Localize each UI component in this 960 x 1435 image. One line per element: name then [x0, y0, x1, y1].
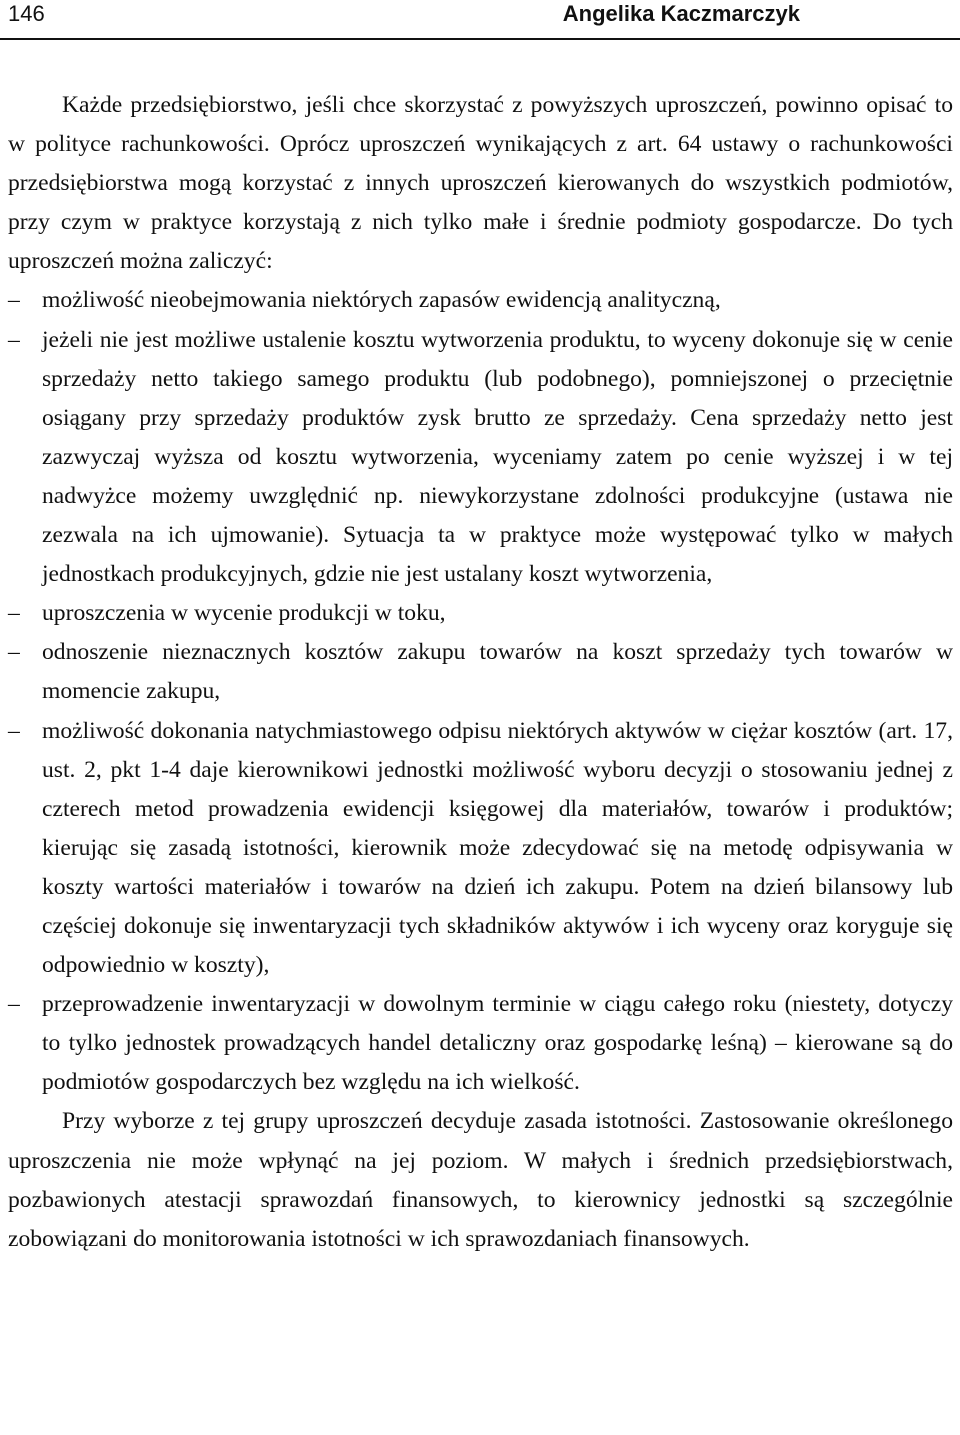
list-item	[8, 985, 953, 1102]
running-head-author: Angelika Kaczmarczyk	[562, 1, 800, 26]
list-item-text: przeprowadzenie inwentaryzacji w dowolnym terminie w ciągu całego roku (niestety, dotyczy to tylko jednostek prowadzących handel detaliczny oraz gospodarkę leśną) – kierowane są do podmiotów gospodarczych bez względu na ich wielkość.	[42, 991, 953, 1096]
list-item-text: odnoszenie nieznacznych kosztów zakupu towarów na koszt sprzedaży tych towarów w momencie zakupu,	[42, 639, 953, 705]
list-item	[8, 281, 953, 320]
list-item	[8, 633, 953, 711]
simplifications-list	[8, 281, 953, 1102]
list-dash: –	[8, 287, 20, 314]
paragraph-materiality: Przy wyborze z tej grupy uproszczeń decyduje zasada istotności. Zastosowanie określonego uproszczenia nie może wpłynąć na jej poziom. W małych i średnich przedsiębiorstwach, pozbawionych atestacji sprawozdań finansowych, to kierownicy jednostki są szczególnie zobowiązani do monitorowania istotności w ich sprawozdaniach finansowych.	[8, 1108, 953, 1252]
list-dash: –	[8, 717, 20, 744]
list-item	[8, 321, 953, 595]
list-dash: –	[8, 326, 20, 353]
list-dash: –	[8, 600, 20, 627]
list-item-text: jeżeli nie jest możliwe ustalenie kosztu wytworzenia produktu, to wyceny dokonuje się w cenie sprzedaży netto takiego samego produktu (lub podobnego), pomniejszonej o przeciętnie osiągany przy sprzedaży produktów zysk brutto ze sprzedaży. Cena sprzedaży netto jest zazwyczaj wyższa od kosztu wytworzenia, wyceniamy zatem po cenie wyższej i w tej nadwyżce możemy uwzględnić np. niewykorzystane zdolności produkcyjne (ustawa nie zezwala na ich ujmowanie). Sytuacja ta w praktyce może występować tylko w małych jednostkach produkcyjnych, gdzie nie jest ustalany koszt wytworzenia,	[42, 326, 953, 588]
list-dash: –	[8, 639, 20, 666]
list-item-text: możliwość nieobejmowania niektórych zapasów ewidencją analityczną,	[42, 287, 721, 314]
list-item	[8, 712, 953, 986]
list-item-text: możliwość dokonania natychmiastowego odpisu niektórych aktywów w ciężar kosztów (art. 17, ust. 2, pkt 1-4 daje kierownikowi jednostki możliwość wyboru decyzji o stosowaniu jednej z czterech metod prowadzenia ewidencji księgowej dla materiałów, towarów i produktów; kierując się zasadą istotności, kierownik może zdecydować się na metodę odpisywania w koszty wartości materiałów i towarów na dzień ich zakupu. Potem na dzień bilansowy lub częściej dokonuje się inwentaryzacji tych składników aktywów i ich wyceny oraz koryguje się odpowiednio w koszty),	[42, 717, 953, 979]
paragraph-intro: Każde przedsiębiorstwo, jeśli chce skorzystać z powyższych uproszczeń, powinno opisać to w polityce rachunkowości. Oprócz uproszczeń wynikających z art. 64 ustawy o rachunkowości przedsiębiorstwa mogą korzystać z innych uproszczeń kierowanych do wszystkich podmiotów, przy czym w praktyce korzystają z nich tylko małe i średnie podmioty gospodarcze. Do tych uproszczeń można zaliczyć:	[8, 92, 953, 275]
header-rule	[0, 38, 960, 40]
list-item	[8, 594, 953, 633]
list-item-text: uproszczenia w wycenie produkcji w toku,	[42, 600, 446, 627]
page-header	[0, 0, 960, 38]
list-dash: –	[8, 991, 20, 1018]
page-body	[8, 86, 953, 1259]
page-number: 146	[8, 1, 45, 26]
